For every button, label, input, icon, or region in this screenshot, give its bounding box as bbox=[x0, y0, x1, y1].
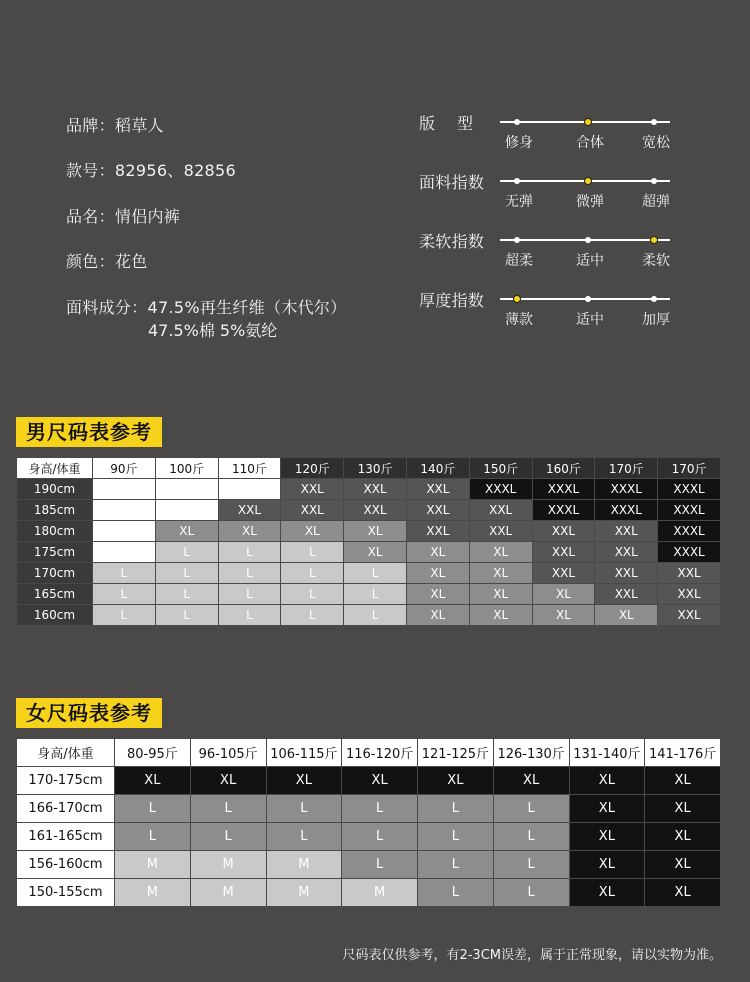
size-cell: M bbox=[266, 879, 342, 907]
size-cell bbox=[155, 500, 218, 521]
table-corner-header: 身高/体重 bbox=[17, 458, 93, 479]
weight-header: 140斤 bbox=[406, 458, 469, 479]
color-info: 颜色：花色 bbox=[66, 252, 148, 271]
size-cell: L bbox=[155, 563, 218, 584]
size-cell: M bbox=[266, 851, 342, 879]
size-cell: M bbox=[115, 879, 191, 907]
size-cell: XXL bbox=[595, 542, 658, 563]
size-cell: XXL bbox=[344, 479, 407, 500]
size-cell: XXXL bbox=[658, 542, 721, 563]
size-cell: XL bbox=[155, 521, 218, 542]
size-cell: XXL bbox=[406, 500, 469, 521]
weight-header: 141-176斤 bbox=[645, 739, 721, 767]
size-cell: M bbox=[190, 851, 266, 879]
table-row bbox=[17, 795, 721, 823]
size-cell: XXXL bbox=[532, 479, 595, 500]
scale-label: 面料指数 bbox=[419, 173, 485, 192]
size-cell: XXL bbox=[344, 500, 407, 521]
weight-header: 170斤 bbox=[658, 458, 721, 479]
size-cell: L bbox=[418, 879, 494, 907]
size-cell: XL bbox=[469, 584, 532, 605]
size-cell: XL bbox=[190, 767, 266, 795]
size-cell: L bbox=[342, 795, 418, 823]
size-cell: L bbox=[190, 795, 266, 823]
weight-header: 106-115斤 bbox=[266, 739, 342, 767]
size-cell: L bbox=[344, 584, 407, 605]
scale-marker bbox=[585, 237, 591, 243]
size-cell: XXL bbox=[469, 500, 532, 521]
scale-marker bbox=[514, 119, 520, 125]
scale-option-label: 适中 bbox=[576, 253, 604, 269]
size-cell: L bbox=[218, 542, 281, 563]
size-cell: L bbox=[155, 542, 218, 563]
size-cell: XL bbox=[218, 521, 281, 542]
scale-option-label: 修身 bbox=[505, 135, 533, 151]
size-cell: XXL bbox=[658, 605, 721, 626]
size-cell: L bbox=[115, 795, 191, 823]
fabric-info-line1: 面料成分：47.5%再生纤维（木代尔） bbox=[66, 298, 347, 317]
scale-option-label: 宽松 bbox=[642, 135, 670, 151]
scale-marker-selected bbox=[584, 118, 592, 126]
size-cell: L bbox=[93, 563, 156, 584]
scale-label: 柔软指数 bbox=[419, 232, 485, 251]
women-size-table bbox=[16, 738, 721, 907]
size-cell: XL bbox=[532, 605, 595, 626]
size-cell: XXXL bbox=[658, 521, 721, 542]
women-size-chart-title: 女尺码表参考 bbox=[16, 698, 162, 728]
size-cell: L bbox=[190, 823, 266, 851]
size-cell: XXL bbox=[595, 521, 658, 542]
table-row bbox=[17, 479, 721, 500]
size-cell: XL bbox=[342, 767, 418, 795]
scale-option-label: 微弹 bbox=[576, 194, 604, 210]
weight-header: 150斤 bbox=[469, 458, 532, 479]
size-cell: L bbox=[418, 851, 494, 879]
weight-header: 80-95斤 bbox=[115, 739, 191, 767]
weight-header: 130斤 bbox=[344, 458, 407, 479]
size-cell: L bbox=[281, 584, 344, 605]
scale-option-label: 加厚 bbox=[642, 312, 670, 328]
size-cell: L bbox=[342, 823, 418, 851]
weight-header: 170斤 bbox=[595, 458, 658, 479]
size-cell bbox=[93, 500, 156, 521]
size-cell: XL bbox=[115, 767, 191, 795]
size-cell bbox=[218, 479, 281, 500]
size-cell: L bbox=[218, 584, 281, 605]
size-cell bbox=[155, 479, 218, 500]
size-cell: XL bbox=[645, 767, 721, 795]
weight-header: 160斤 bbox=[532, 458, 595, 479]
size-cell: XXL bbox=[281, 479, 344, 500]
weight-header: 116-120斤 bbox=[342, 739, 418, 767]
size-cell: L bbox=[266, 795, 342, 823]
size-cell: L bbox=[418, 795, 494, 823]
table-row bbox=[17, 584, 721, 605]
height-header: 161-165cm bbox=[17, 823, 115, 851]
table-row bbox=[17, 542, 721, 563]
size-cell: XL bbox=[493, 767, 569, 795]
size-cell: XXXL bbox=[595, 500, 658, 521]
size-cell: XL bbox=[469, 563, 532, 584]
scale-label: 版 型 bbox=[419, 114, 474, 133]
size-cell bbox=[93, 521, 156, 542]
size-cell: XXL bbox=[658, 584, 721, 605]
height-header: 170-175cm bbox=[17, 767, 115, 795]
scale-label: 厚度指数 bbox=[419, 291, 485, 310]
size-cell: XL bbox=[569, 851, 645, 879]
size-cell: L bbox=[281, 605, 344, 626]
size-cell: XXL bbox=[406, 521, 469, 542]
size-cell: L bbox=[155, 584, 218, 605]
scale-option-label: 超柔 bbox=[505, 253, 533, 269]
size-cell: L bbox=[493, 823, 569, 851]
scale-marker bbox=[514, 237, 520, 243]
size-cell: L bbox=[155, 605, 218, 626]
size-cell: L bbox=[218, 563, 281, 584]
size-cell: XL bbox=[569, 823, 645, 851]
size-cell: XL bbox=[406, 605, 469, 626]
size-cell bbox=[93, 542, 156, 563]
scale-marker-selected bbox=[584, 177, 592, 185]
size-cell: XL bbox=[406, 563, 469, 584]
size-cell: L bbox=[342, 851, 418, 879]
scale-option-label: 超弹 bbox=[642, 194, 670, 210]
size-cell: XL bbox=[532, 584, 595, 605]
scale-marker bbox=[651, 178, 657, 184]
size-cell: XL bbox=[469, 542, 532, 563]
size-cell: XL bbox=[281, 521, 344, 542]
size-cell: XXL bbox=[218, 500, 281, 521]
size-cell: XXL bbox=[406, 479, 469, 500]
height-header: 166-170cm bbox=[17, 795, 115, 823]
size-cell: XXL bbox=[532, 563, 595, 584]
size-cell: L bbox=[493, 795, 569, 823]
size-cell: XL bbox=[645, 823, 721, 851]
height-header: 156-160cm bbox=[17, 851, 115, 879]
size-cell: XL bbox=[469, 605, 532, 626]
size-cell: L bbox=[218, 605, 281, 626]
table-row bbox=[17, 879, 721, 907]
fabric-info-line2: 47.5%棉 5%氨纶 bbox=[148, 321, 278, 340]
table-row bbox=[17, 500, 721, 521]
size-cell: L bbox=[281, 542, 344, 563]
height-header: 160cm bbox=[17, 605, 93, 626]
size-cell: L bbox=[493, 851, 569, 879]
size-cell: XL bbox=[645, 851, 721, 879]
men-size-chart-title: 男尺码表参考 bbox=[16, 417, 162, 447]
size-cell: XXXL bbox=[469, 479, 532, 500]
scale-option-label: 柔软 bbox=[642, 253, 670, 269]
size-cell: XXL bbox=[532, 542, 595, 563]
scale-marker bbox=[651, 296, 657, 302]
size-cell: XL bbox=[266, 767, 342, 795]
size-cell: XL bbox=[595, 605, 658, 626]
weight-header: 126-130斤 bbox=[493, 739, 569, 767]
brand-info: 品牌：稻草人 bbox=[66, 116, 164, 135]
size-cell: XXXL bbox=[532, 500, 595, 521]
weight-header: 100斤 bbox=[155, 458, 218, 479]
weight-header: 121-125斤 bbox=[418, 739, 494, 767]
height-header: 180cm bbox=[17, 521, 93, 542]
weight-header: 96-105斤 bbox=[190, 739, 266, 767]
height-header: 175cm bbox=[17, 542, 93, 563]
weight-header: 120斤 bbox=[281, 458, 344, 479]
table-corner-header: 身高/体重 bbox=[17, 739, 115, 767]
table-row bbox=[17, 851, 721, 879]
size-cell: XL bbox=[344, 521, 407, 542]
table-row bbox=[17, 563, 721, 584]
scale-marker bbox=[514, 178, 520, 184]
size-cell: XL bbox=[569, 767, 645, 795]
size-cell: L bbox=[493, 879, 569, 907]
size-cell: XL bbox=[569, 795, 645, 823]
size-cell: L bbox=[344, 563, 407, 584]
size-cell: L bbox=[93, 584, 156, 605]
model-info: 款号：82956、82856 bbox=[66, 161, 236, 180]
size-cell: M bbox=[190, 879, 266, 907]
size-cell: L bbox=[281, 563, 344, 584]
size-cell: XL bbox=[645, 879, 721, 907]
size-cell: XL bbox=[406, 542, 469, 563]
size-cell: M bbox=[342, 879, 418, 907]
height-header: 150-155cm bbox=[17, 879, 115, 907]
size-cell: XXL bbox=[658, 563, 721, 584]
scale-option-label: 无弹 bbox=[505, 194, 533, 210]
size-cell: L bbox=[418, 823, 494, 851]
size-cell: XXL bbox=[595, 563, 658, 584]
weight-header: 110斤 bbox=[218, 458, 281, 479]
scale-marker-selected bbox=[650, 236, 658, 244]
size-cell bbox=[93, 479, 156, 500]
weight-header: 90斤 bbox=[93, 458, 156, 479]
weight-header: 131-140斤 bbox=[569, 739, 645, 767]
scale-marker-selected bbox=[513, 295, 521, 303]
scale-option-label: 薄款 bbox=[505, 312, 533, 328]
size-cell: L bbox=[266, 823, 342, 851]
size-cell: XL bbox=[418, 767, 494, 795]
size-cell: XL bbox=[645, 795, 721, 823]
size-disclaimer: 尺码表仅供参考，有2-3CM误差，属于正常现象，请以实物为准。 bbox=[342, 948, 722, 963]
size-cell: XXL bbox=[281, 500, 344, 521]
size-cell: XL bbox=[344, 542, 407, 563]
scale-marker bbox=[585, 296, 591, 302]
scale-option-label: 合体 bbox=[576, 135, 604, 151]
product-name-info: 品名：情侣内裤 bbox=[66, 207, 181, 226]
scale-marker bbox=[651, 119, 657, 125]
table-row bbox=[17, 823, 721, 851]
size-cell: XXXL bbox=[658, 479, 721, 500]
size-cell: XXL bbox=[469, 521, 532, 542]
size-cell: XXXL bbox=[658, 500, 721, 521]
table-row bbox=[17, 521, 721, 542]
height-header: 170cm bbox=[17, 563, 93, 584]
height-header: 165cm bbox=[17, 584, 93, 605]
size-cell: XXXL bbox=[595, 479, 658, 500]
size-cell: XXL bbox=[595, 584, 658, 605]
men-size-table bbox=[16, 457, 721, 626]
size-cell: M bbox=[115, 851, 191, 879]
size-cell: L bbox=[344, 605, 407, 626]
scale-option-label: 适中 bbox=[576, 312, 604, 328]
table-row bbox=[17, 605, 721, 626]
size-cell: XXL bbox=[532, 521, 595, 542]
size-cell: XL bbox=[406, 584, 469, 605]
size-cell: L bbox=[93, 605, 156, 626]
height-header: 190cm bbox=[17, 479, 93, 500]
size-cell: L bbox=[115, 823, 191, 851]
table-row bbox=[17, 767, 721, 795]
size-cell: XL bbox=[569, 879, 645, 907]
height-header: 185cm bbox=[17, 500, 93, 521]
